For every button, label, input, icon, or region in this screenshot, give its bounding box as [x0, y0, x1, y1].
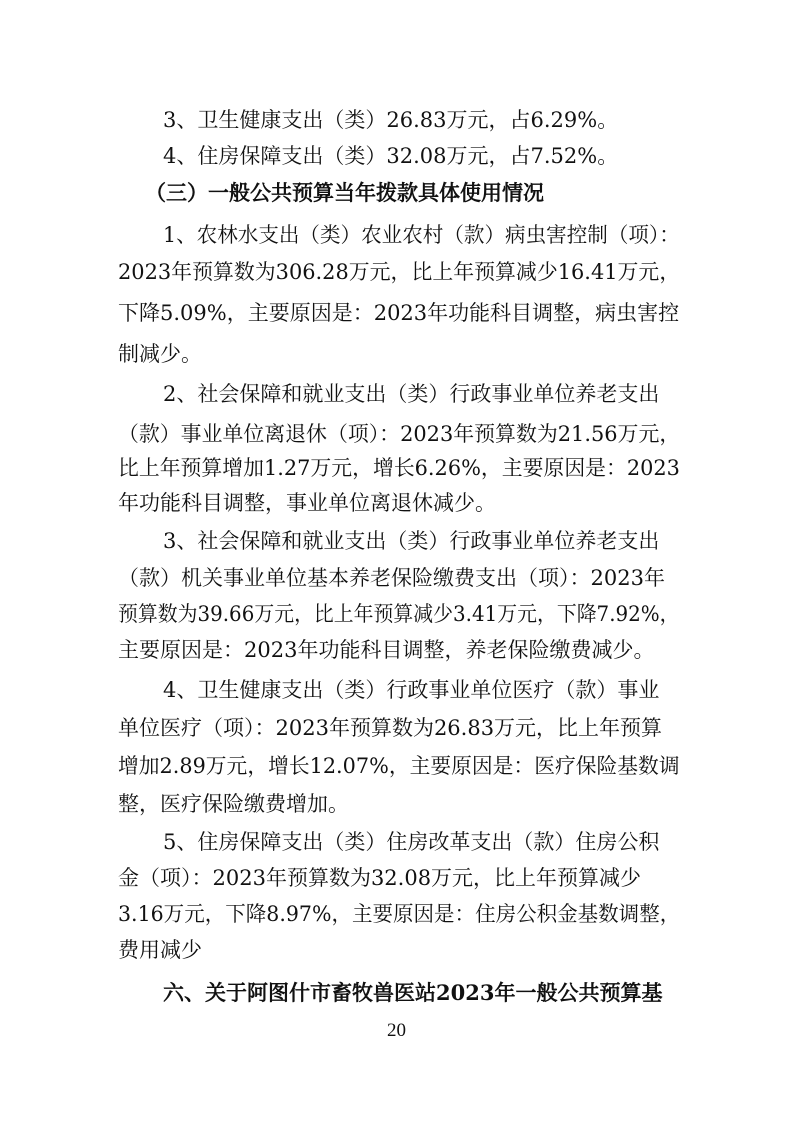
text-line: 整，医疗保险缴费增加。: [118, 792, 349, 816]
page-number: 20: [387, 1020, 406, 1041]
text-line: 4、住房保障支出（类）32.08万元，占7.52%。: [163, 144, 619, 168]
text-line: 年功能科目调整，事业单位离退休减少。: [118, 491, 496, 515]
text-line: 5、住房保障支出（类）住房改革支出（款）住房公积: [163, 830, 660, 854]
text-line: 下降5.09%，主要原因是：2023年功能科目调整，病虫害控: [118, 301, 680, 325]
text-line: 3、卫生健康支出（类）26.83万元，占6.29%。: [163, 108, 619, 132]
text-line: 比上年预算增加1.27万元，增长6.26%，主要原因是：2023: [118, 456, 680, 480]
section-heading: 六、关于阿图什市畜牧兽医站2023年一般公共预算基: [163, 980, 663, 1005]
text-line: 主要原因是：2023年功能科目调整，养老保险缴费减少。: [118, 638, 655, 662]
text-line: 单位医疗（项）：2023年预算数为26.83万元，比上年预算: [118, 716, 663, 740]
text-line: 3.16万元，下降8.97%，主要原因是：住房公积金基数调整，: [118, 902, 681, 926]
text-line: 2、社会保障和就业支出（类）行政事业单位养老支出: [163, 382, 660, 406]
text-line: 预算数为39.66万元，比上年预算减少3.41万元，下降7.92%，: [118, 602, 680, 626]
text-line: 制减少。: [118, 342, 202, 366]
text-line: 金（项）：2023年预算数为32.08万元，比上年预算减少: [118, 866, 642, 890]
text-line: 4、卫生健康支出（类）行政事业单位医疗（款）事业: [163, 678, 660, 702]
text-line: 3、社会保障和就业支出（类）行政事业单位养老支出: [163, 529, 660, 553]
section-heading: （三）一般公共预算当年拨款具体使用情况: [145, 180, 544, 205]
text-line: 费用减少: [118, 938, 202, 962]
text-line: （款）机关事业单位基本养老保险缴费支出（项）：2023年: [118, 566, 665, 590]
text-line: 2023年预算数为306.28万元，比上年预算减少16.41万元，: [118, 260, 681, 284]
text-line: 1、农林水支出（类）农业农村（款）病虫害控制（项）：: [163, 223, 680, 247]
text-line: 增加2.89万元，增长12.07%，主要原因是：医疗保险基数调: [118, 754, 680, 778]
text-line: （款）事业单位离退休（项）：2023年预算数为21.56万元，: [118, 422, 681, 446]
